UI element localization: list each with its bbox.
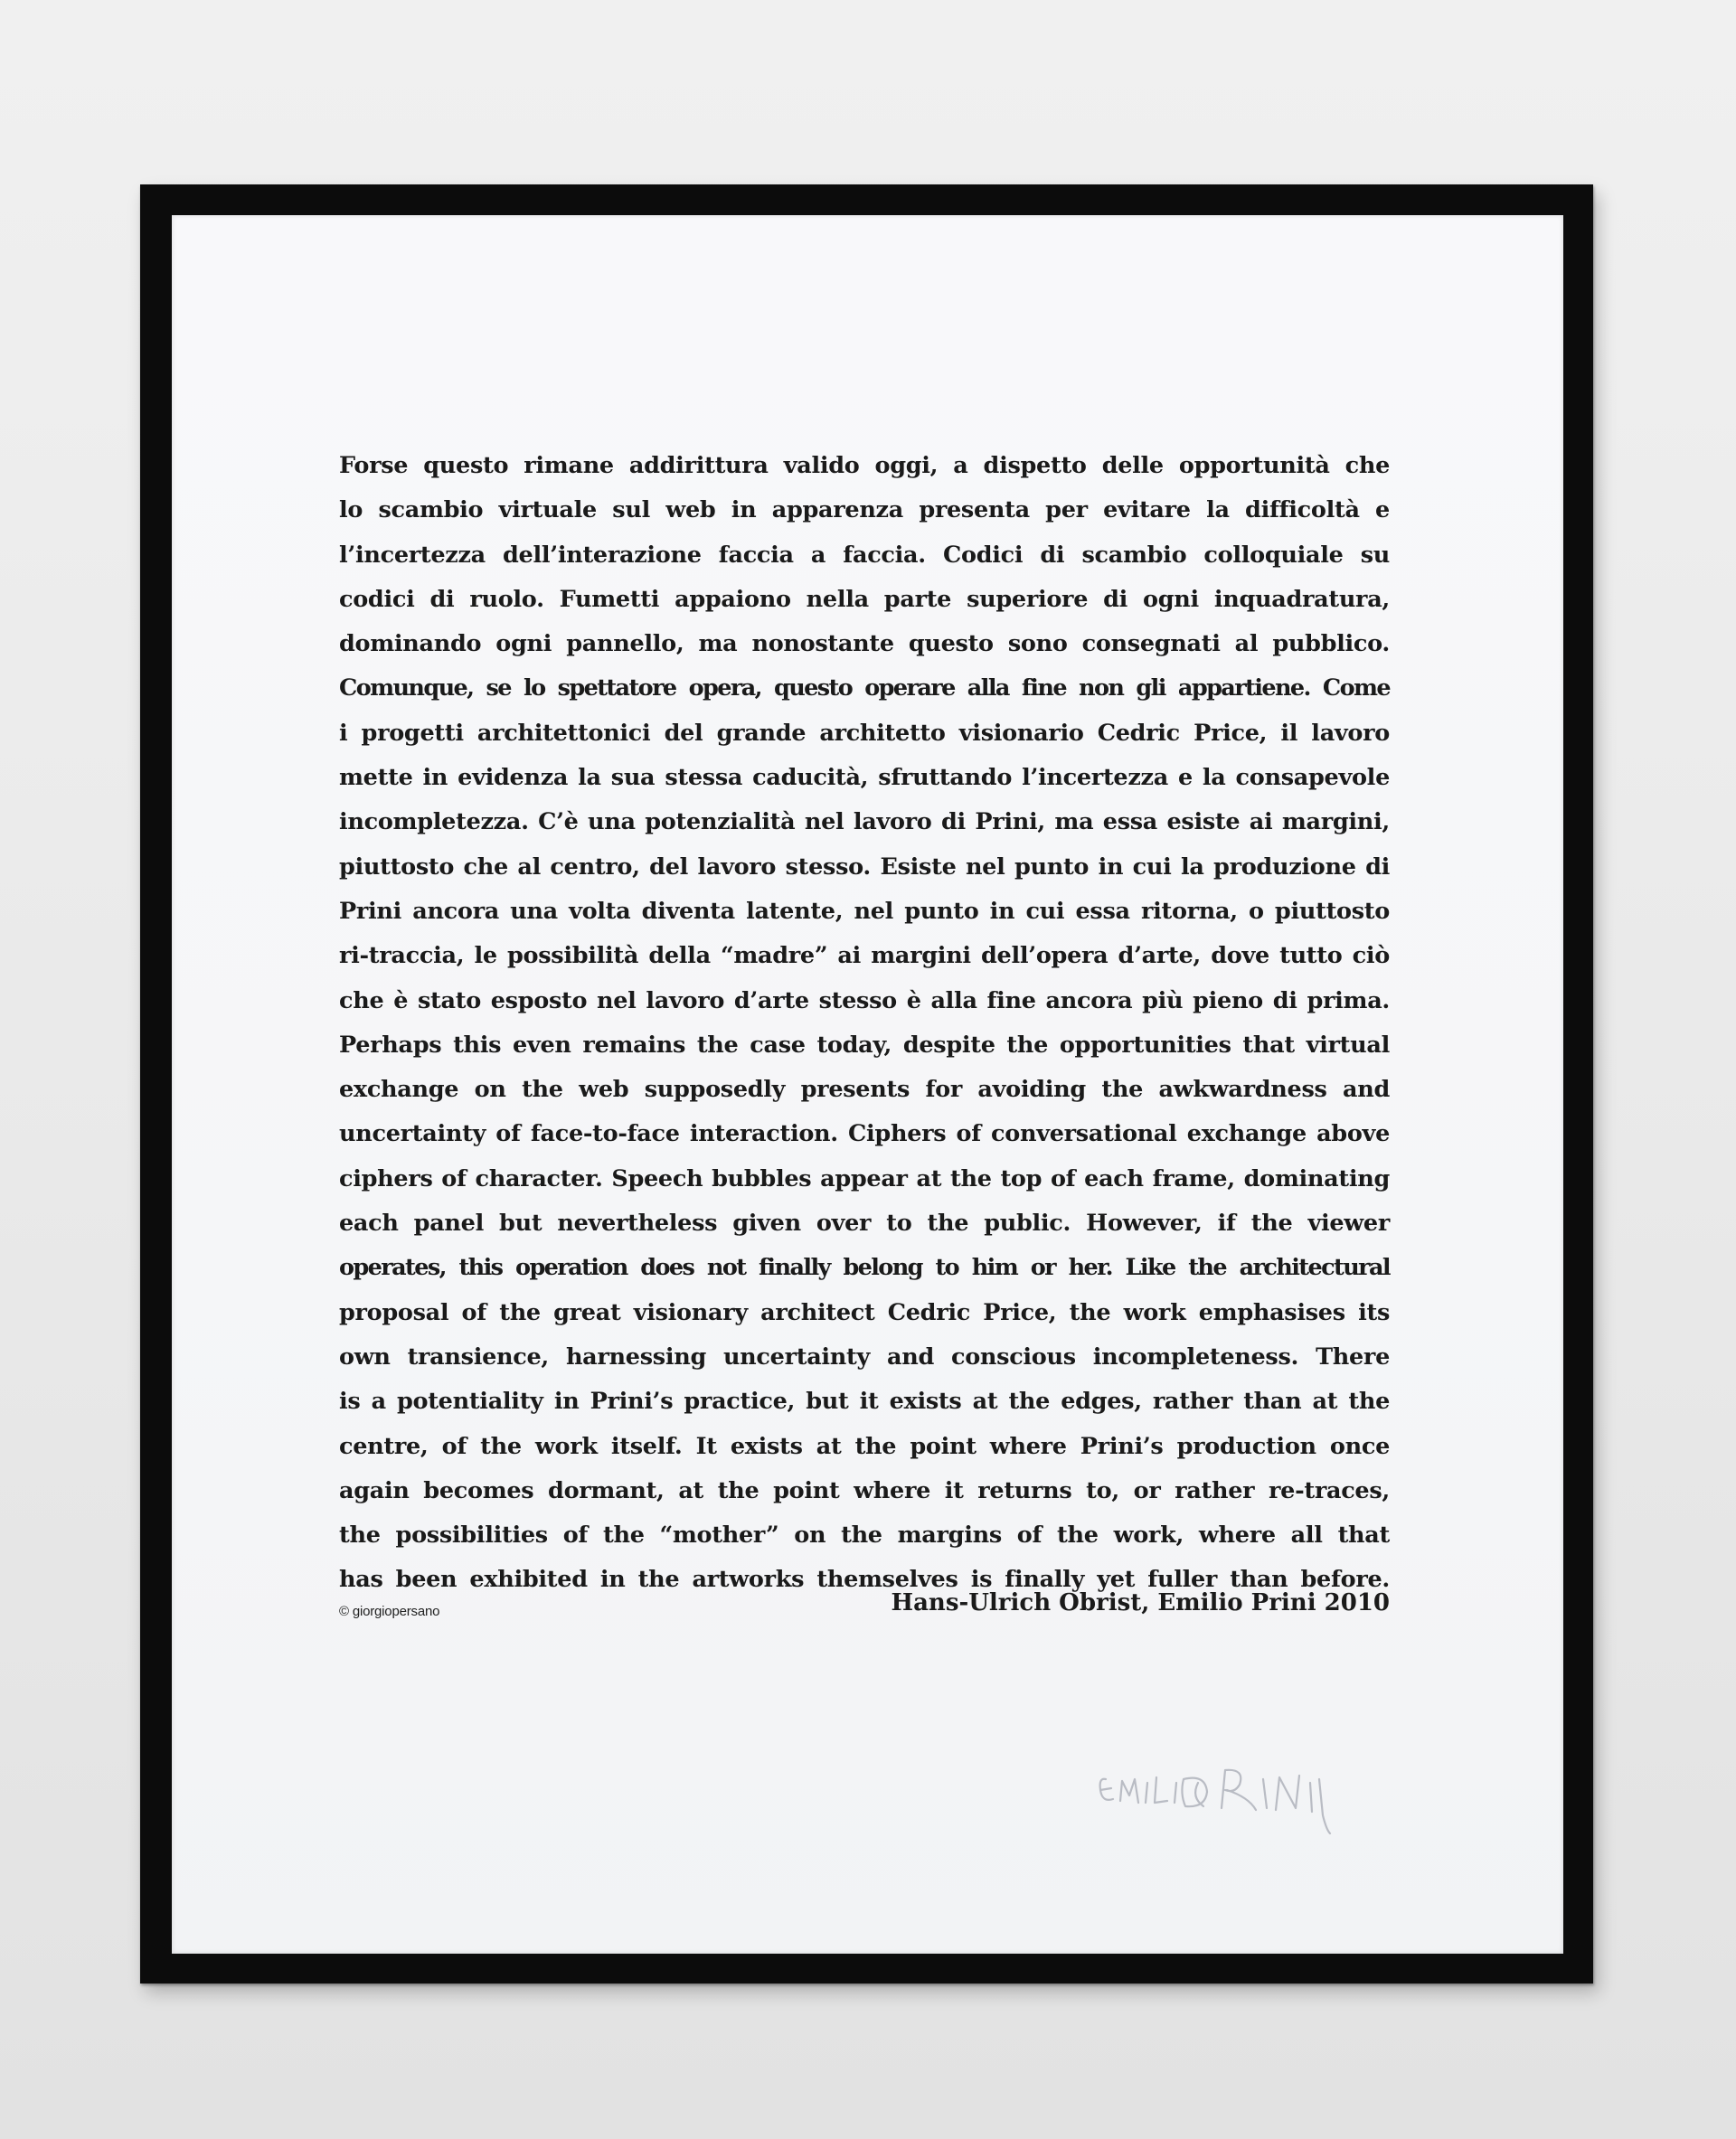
text-line: again becomes dormant, at the point where it returns to, or rather re-traces, <box>339 1476 1390 1504</box>
copyright-notice: © giorgiopersano <box>339 1604 440 1619</box>
text-line: ciphers of character. Speech bubbles appear at the top of each frame, dominating <box>339 1164 1390 1192</box>
text-line: operates, this operation does not finally belong to him or her. Like the architectural <box>339 1254 1390 1282</box>
essay-text <box>339 444 1390 1603</box>
text-line: Comunque, se lo spettatore opera, questo operare alla fine non gli appartiene. Come <box>339 674 1390 702</box>
printed-sheet <box>172 215 1563 1954</box>
text-line: piuttosto che al centro, del lavoro stesso. Esiste nel punto in cui la produzione di <box>339 853 1390 881</box>
text-line: incompletezza. C’è una potenzialità nel lavoro di Prini, ma essa esiste ai margini, <box>339 808 1390 836</box>
author-attribution: Hans-Ulrich Obrist, Emilio Prini 2010 <box>891 1589 1390 1616</box>
text-line: codici di ruolo. Fumetti appaiono nella parte superiore di ogni inquadratura, <box>339 585 1390 613</box>
text-line: has been exhibited in the artworks themselves is finally yet fuller than before. <box>339 1566 1390 1594</box>
text-line: Forse questo rimane addirittura valido oggi, a dispetto delle opportunità che <box>339 452 1390 479</box>
text-line: Perhaps this even remains the case today, despite the opportunities that virtual <box>339 1031 1390 1059</box>
text-line: i progetti architettonici del grande architetto visionario Cedric Price, il lavoro <box>339 719 1390 747</box>
text-line: l’incertezza dell’interazione faccia a faccia. Codici di scambio colloquiale su <box>339 541 1390 569</box>
text-line: exchange on the web supposedly presents for avoiding the awkwardness and <box>339 1076 1390 1104</box>
pencil-signature <box>1090 1743 1415 1842</box>
text-line: own transience, harnessing uncertainty and conscious incompleteness. There <box>339 1343 1390 1371</box>
text-line: che è stato esposto nel lavoro d’arte stesso è alla fine ancora più pieno di prima. <box>339 986 1390 1014</box>
text-line: dominando ogni pannello, ma nonostante questo sono consegnati al pubblico. <box>339 630 1390 658</box>
text-line: centre, of the work itself. It exists at the point where Prini’s production once <box>339 1432 1390 1460</box>
text-line: mette in evidenza la sua stessa caducità, sfruttando l’incertezza e la consapevole <box>339 764 1390 792</box>
text-line: uncertainty of face-to-face interaction. Ciphers of conversational exchange above <box>339 1120 1390 1148</box>
text-line: Prini ancora una volta diventa latente, nel punto in cui essa ritorna, o piuttosto <box>339 897 1390 925</box>
text-line: lo scambio virtuale sul web in apparenza presenta per evitare la difficoltà e <box>339 496 1390 524</box>
text-line: ri-traccia, le possibilità della “madre” ai margini dell’opera d’arte, dove tutto ciò <box>339 942 1390 970</box>
picture-frame <box>140 184 1593 1984</box>
text-line: proposal of the great visionary architect Cedric Price, the work emphasises its <box>339 1298 1390 1326</box>
text-line: is a potentiality in Prini’s practice, but it exists at the edges, rather than at the <box>339 1388 1390 1416</box>
sheet-footer <box>339 1589 1390 1635</box>
text-line: each panel but nevertheless given over to the public. However, if the viewer <box>339 1210 1390 1238</box>
text-line: the possibilities of the “mother” on the margins of the work, where all that <box>339 1522 1390 1550</box>
